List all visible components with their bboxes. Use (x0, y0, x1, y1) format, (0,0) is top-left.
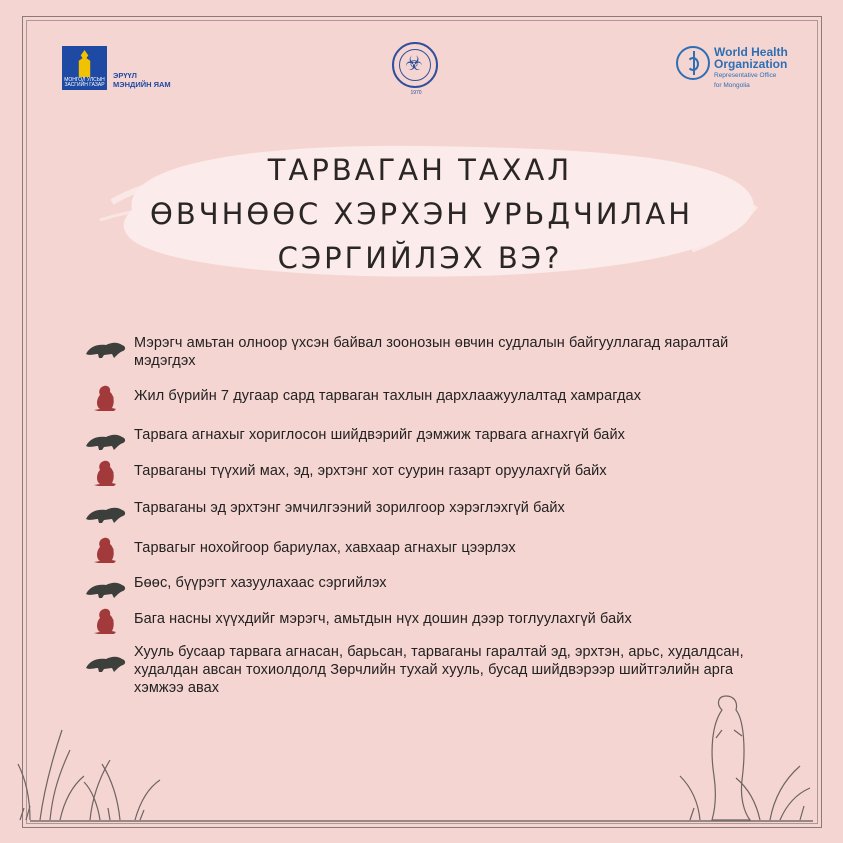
list-item-text: Бага насны хүүхдийг мэрэгч, амьтдын нүх дошин дээр тоглуулахгүй байх (134, 611, 632, 627)
grass-illustration (0, 690, 843, 843)
list-item-text: Тарвага агнахыг хориглосон шийдвэрийг дэмжиж тарвага агнахгүй байх (134, 427, 625, 443)
zoonotic-center-logo (392, 42, 440, 98)
marmot-walking-icon (84, 643, 134, 669)
list-item-text: Бөөс, бүүрэгт хазуулахаас сэргийлэх (134, 575, 387, 591)
list-item (84, 387, 784, 413)
ministry-name-line2: МЭНДИЙН ЯАМ (113, 80, 171, 89)
list-item (84, 462, 784, 488)
marmot-walking-icon (84, 426, 134, 452)
who-name-line2: Organization (714, 57, 788, 71)
marmot-sitting-icon (84, 462, 134, 488)
list-item (84, 574, 784, 600)
ministry-logo (62, 46, 171, 90)
who-office-line1: Representative Office (714, 72, 777, 79)
who-emblem-icon (676, 46, 710, 80)
ministry-name-line1: ЭРҮҮЛ (113, 71, 137, 80)
title-line3: СЭРГИЙЛЭХ ВЭ? (277, 241, 563, 275)
list-item-text: Мэрэгч амьтан олноор үхсэн байвал зоонозын өвчин судлалын байгууллагад яаралтай мэдэгдэх (134, 335, 729, 369)
marmot-walking-icon (84, 574, 134, 600)
list-item-text: Тарваганы түүхий мах, эд, эрхтэнг хот суурин газарт оруулахгүй байх (134, 463, 607, 479)
soyombo-emblem-icon (62, 46, 107, 90)
list-item-text: Жил бүрийн 7 дугаар сард тарваган тахлын дархлаажуулалтад хамрагдах (134, 388, 642, 404)
marmot-sitting-icon (84, 539, 134, 565)
list-item (84, 426, 784, 452)
marmot-walking-icon (84, 334, 134, 360)
list-item (84, 610, 784, 636)
marmot-walking-icon (84, 499, 134, 525)
list-item-text: Тарвагыг нохойгоор бариулах, хавхаар агнахыг цээрлэх (134, 540, 516, 556)
list-item-text: Тарваганы эд эрхтэнг эмчилгээний зорилгоор хэрэглэхгүй байх (134, 500, 565, 516)
marmot-sitting-icon (84, 387, 134, 413)
list-item-text: Хууль бусаар тарвага агнасан, барьсан, тарваганы гаралтай эд, эрхтэн, арьс, худалдсан, худалдан авсан тохиолдолд Зөрчлийн тухай хууль, бусад шийдвэрээр шийтгэлийн арга хэмжээ авах (134, 644, 744, 696)
title-line1: ТАРВАГАН ТАХАЛ (267, 153, 573, 187)
list-item (84, 643, 784, 697)
who-name-line1: World Health (714, 45, 788, 59)
list-item (84, 334, 784, 370)
who-logo (676, 46, 788, 90)
list-item (84, 499, 784, 525)
who-office-line2: for Mongolia (714, 82, 750, 89)
emblem-caption: МОНГОЛ УЛСЫН ЗАСГИЙН ГАЗАР (64, 77, 105, 88)
page-title (150, 148, 694, 280)
list-item (84, 539, 784, 565)
ministry-name (113, 71, 171, 89)
biohazard-icon: ☣ (405, 53, 423, 75)
title-line2: ӨВЧНӨӨС ХЭРХЭН УРЬДЧИЛАН (150, 197, 694, 231)
marmot-sitting-icon (84, 610, 134, 636)
center-logo-year: 1970 (410, 90, 422, 96)
